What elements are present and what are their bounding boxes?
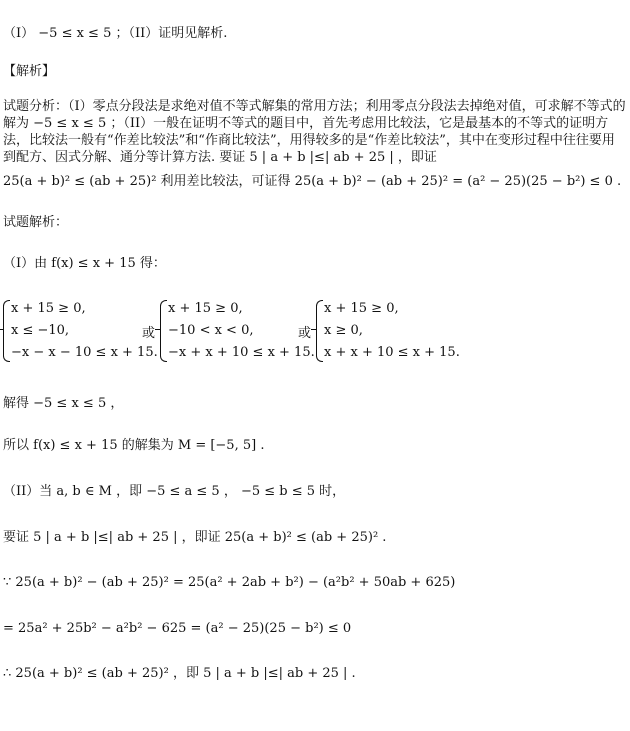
inequality-system-1 (3, 298, 158, 364)
or-word-1: 或 (142, 326, 156, 341)
part2-intro: （II）当 a, b ∈ M ，即 −5 ≤ a ≤ 5 ， −5 ≤ b ≤ 5 时， (3, 484, 346, 499)
system-2-row-2: −10 < x < 0, (168, 323, 254, 338)
system-2-row-3: −x + x + 10 ≤ x + 15. (168, 345, 315, 360)
left-brace-1 (3, 300, 10, 362)
solution-title: 试题解析： (3, 215, 69, 230)
system-1-row-1: x + 15 ≥ 0, (11, 301, 86, 316)
system-3-row-2: x ≥ 0, (324, 323, 363, 338)
because-line: ∵ 25(a + b)² − (ab + 25)² = 25(a² + 2ab + b²) − (a²b² + 50ab + 625) (3, 575, 456, 590)
part1-intro: （I）由 f(x) ≤ x + 15 得： (3, 256, 166, 271)
system-3-row-1: x + 15 ≥ 0, (324, 301, 399, 316)
therefore-line: ∴ 25(a + b)² ≤ (ab + 25)² ，即 5 | a + b |≤| ab + 25 | . (3, 666, 356, 681)
system-1-row-2: x ≤ −10, (11, 323, 70, 338)
solve-line: 解得 −5 ≤ x ≤ 5 ， (3, 396, 124, 411)
section-title: 【解析】 (3, 64, 56, 79)
left-brace-3 (316, 300, 323, 362)
system-1-row-3: −x − x − 10 ≤ x + 15. (11, 345, 158, 360)
system-3-row-3: x + x + 10 ≤ x + 15. (324, 345, 460, 360)
answer-line: （I） −5 ≤ x ≤ 5 ；（II）证明见解析. (3, 26, 228, 41)
analysis-paragraph-1: 试题分析：（I）零点分段法是求绝对值不等式解集的常用方法；利用零点分段法去掉绝对值，可求解不等式的解为 −5 ≤ x ≤ 5 ；（II）一般在证明不等式的题目中，首先考虑用比较法，它是最基本的不等式的证明方法，比较法一般有“作差比较法”和“作商比较法”，用得较多的是“作差比较法”，其中在变形过程中往往要用到配方、因式分解、通分等计算方法. 要证 5 | a + b |≤| ab + 25 | ，即证 (3, 99, 626, 165)
to-prove-line: 要证 5 | a + b |≤| ab + 25 | ，即证 25(a + b)² ≤ (ab + 25)² . (3, 530, 387, 545)
inequality-system-2 (160, 298, 315, 364)
equals-line: = 25a² + 25b² − a²b² − 625 = (a² − 25)(25 − b²) ≤ 0 (3, 621, 352, 636)
analysis-paragraph-2: 25(a + b)² ≤ (ab + 25)² 利用差比较法，可证得 25(a + b)² − (ab + 25)² = (a² − 25)(25 − b²) ≤ 0 . (3, 174, 622, 189)
left-brace-2 (160, 300, 167, 362)
system-2-row-1: x + 15 ≥ 0, (168, 301, 243, 316)
solution-set-line: 所以 f(x) ≤ x + 15 的解集为 M = [−5, 5] . (3, 438, 265, 453)
inequality-system-3 (316, 298, 460, 364)
or-word-2: 或 (298, 326, 312, 341)
